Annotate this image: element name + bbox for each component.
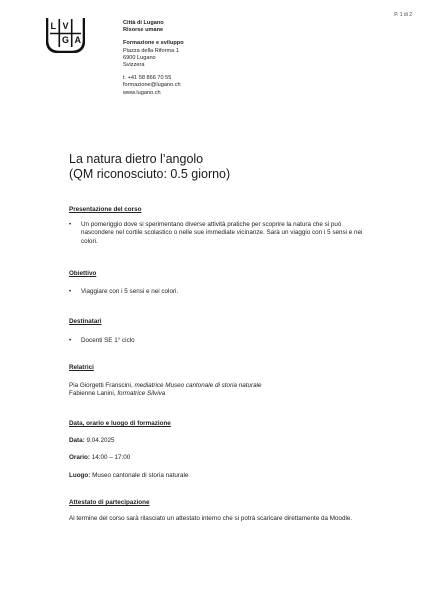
page-number: P. 1 di 2 (394, 12, 412, 18)
speaker-1-name: Pia Giorgetti Franscini, (69, 381, 135, 389)
destinatari-text: Docenti SE 1° ciclo (81, 336, 135, 344)
course-title (69, 152, 230, 182)
logo-letter-a: A (74, 35, 82, 45)
header-block (123, 20, 184, 97)
course-title-line1: La natura dietro l’angolo (69, 152, 204, 166)
speaker-1-role: mediatrice Museo cantonale di storia naturale (134, 381, 262, 389)
phone-number: t. +41 58 866 70 55 (123, 75, 172, 82)
time-value: 14:00 – 17:00 (90, 454, 131, 462)
place-label: Luogo: (69, 471, 91, 479)
logo-letter-v: V (62, 21, 69, 31)
section-heading-relatrici: Relatrici (69, 364, 94, 371)
city-name: Città di Lugano (123, 20, 164, 26)
section-presentazione (69, 206, 369, 246)
logo-letter-l: L (50, 21, 56, 31)
address-country: Svizzera (123, 62, 145, 69)
section-heading-attestato: Attestato di partecipazione (69, 499, 150, 506)
section-heading-data: Data, orario e luogo di formazione (69, 420, 171, 427)
speaker-2-role: formatrice Silviva (117, 390, 166, 398)
list-item (69, 288, 369, 297)
address-line-2: 6900 Lugano (123, 54, 156, 61)
place-value: Museo cantonale di storia naturale (90, 471, 189, 479)
list-item (69, 337, 369, 346)
date-label: Data: (69, 436, 85, 444)
email-link[interactable]: formazione@lugano.ch (123, 82, 181, 89)
bullet-icon: • (69, 287, 72, 295)
address-line-1: Piazza della Riforma 1 (123, 47, 179, 54)
website-link[interactable]: www.lugano.ch (123, 89, 161, 96)
speaker-1 (69, 382, 369, 391)
bullet-icon: • (69, 336, 72, 344)
time-row (69, 454, 369, 463)
presentazione-text: Un pomeriggio dove si sperimentano diverse attività pratiche per scoprire la natura che si può nascondere nel cortile scolastico o nelle sue immediate vicinanze. Sarà un viaggio con i 5 sensi e nei colori. (81, 220, 363, 245)
section-data (69, 420, 369, 480)
date-value: 9.04.2025 (84, 436, 115, 444)
section-heading-presentazione: Presentazione del corso (69, 206, 142, 213)
place-row (69, 472, 369, 481)
speaker-2 (69, 390, 369, 399)
date-row (69, 437, 369, 446)
section-heading-destinatari: Destinatari (69, 318, 102, 325)
time-label: Orario: (69, 454, 90, 462)
section-destinatari (69, 318, 369, 345)
lugano-logo (46, 17, 85, 53)
obiettivo-text: Viaggiare con i 5 sensi e nei colori. (81, 287, 179, 295)
speaker-2-name: Fabienne Lanini, (69, 390, 118, 398)
section-relatrici (69, 364, 369, 399)
department-name: Risorse umane (123, 27, 164, 34)
logo-letter-g: G (61, 35, 70, 45)
course-title-line2: (QM riconosciuto: 0.5 giorno) (69, 167, 231, 181)
list-item (69, 221, 369, 247)
unit-name: Formazione e sviluppo (123, 40, 184, 47)
section-obiettivo (69, 270, 369, 296)
bullet-icon: • (69, 220, 72, 228)
section-attestato (69, 499, 369, 523)
section-heading-obiettivo: Obiettivo (69, 270, 97, 277)
attestato-text: Al termine del corso sarà rilasciato un attestato interno che si potrà scaricare direttamente da Moodle. (69, 514, 353, 522)
